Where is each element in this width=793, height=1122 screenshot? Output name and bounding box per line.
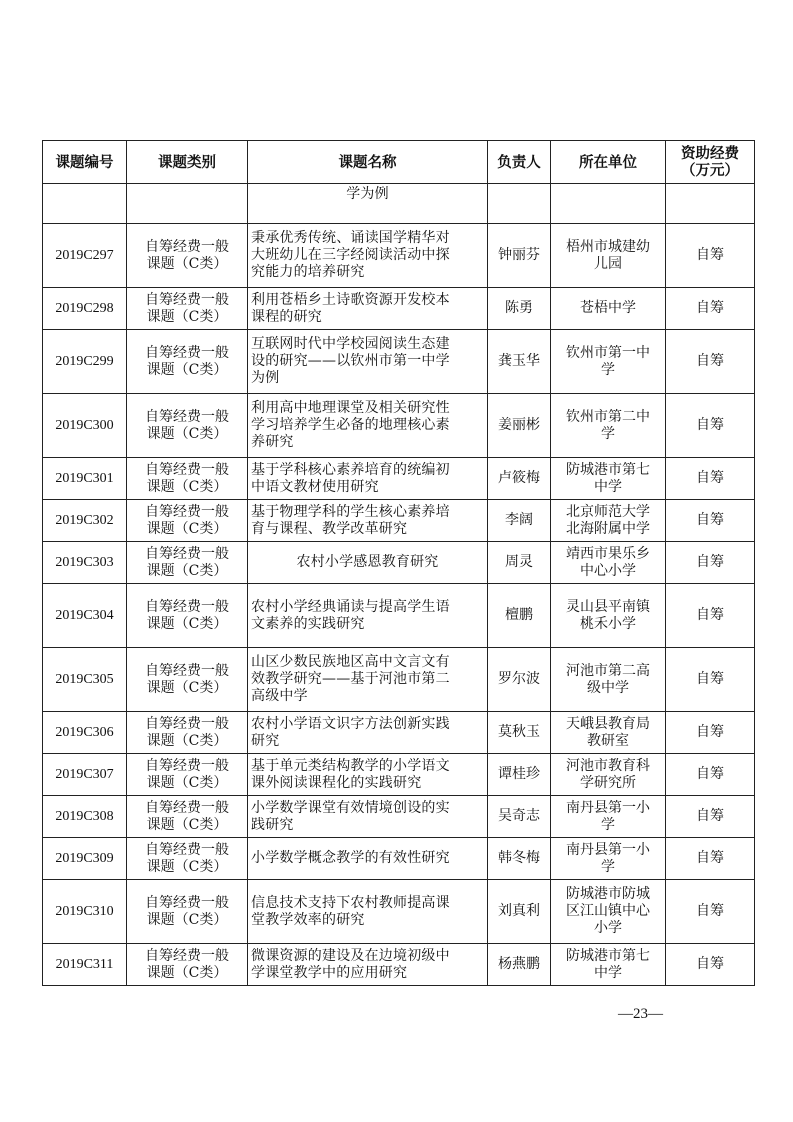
project-leader: 卢筱梅 xyxy=(488,458,551,500)
project-unit xyxy=(551,584,666,648)
project-name-line: 农村小学语文识字方法创新实践 xyxy=(251,715,450,732)
project-code: 2019C301 xyxy=(43,458,127,500)
project-category xyxy=(127,584,248,648)
project-unit xyxy=(551,288,666,330)
project-name xyxy=(248,542,488,584)
project-name-line: 基于单元类结构教学的小学语文 xyxy=(251,757,450,774)
project-category-line: 自筹经费一般 xyxy=(145,344,229,361)
project-category xyxy=(127,754,248,796)
project-name-line: 小学数学概念教学的有效性研究 xyxy=(251,850,450,866)
project-category xyxy=(127,880,248,944)
project-leader: 韩冬梅 xyxy=(488,838,551,880)
project-name xyxy=(248,224,488,288)
project-name-line: 利用苍梧乡土诗歌资源开发校本 xyxy=(251,291,450,308)
header-funding xyxy=(666,141,755,184)
project-funding: 自筹 xyxy=(666,838,755,880)
project-leader: 陈勇 xyxy=(488,288,551,330)
project-category-line: 自筹经费一般 xyxy=(145,238,229,255)
project-unit-line: 小学 xyxy=(594,920,622,936)
project-category-line: 课题（C类） xyxy=(146,562,228,579)
project-unit-line: 靖西市果乐乡 xyxy=(566,545,650,562)
project-unit-line: 钦州市第二中 xyxy=(566,408,650,425)
project-unit-line: 苍梧中学 xyxy=(580,300,636,316)
project-name-line: 设的研究——以钦州市第一中学 xyxy=(251,353,450,369)
header-funding-line2: （万元） xyxy=(681,162,739,179)
project-leader: 杨燕鹏 xyxy=(488,944,551,986)
project-unit-line: 学研究所 xyxy=(580,774,636,791)
project-leader: 龚玉华 xyxy=(488,330,551,394)
project-code: 2019C299 xyxy=(43,330,127,394)
project-category xyxy=(127,500,248,542)
project-leader: 檀鹏 xyxy=(488,584,551,648)
project-funding: 自筹 xyxy=(666,330,755,394)
project-name-line: 研究 xyxy=(251,732,280,749)
project-name xyxy=(248,754,488,796)
project-name xyxy=(248,288,488,330)
project-category-line: 自筹经费一般 xyxy=(145,947,229,964)
header-name: 课题名称 xyxy=(248,141,488,184)
project-category xyxy=(127,838,248,880)
project-funding: 自筹 xyxy=(666,458,755,500)
project-unit-line: 级中学 xyxy=(587,679,629,696)
table-row xyxy=(43,458,755,500)
project-leader: 钟丽芬 xyxy=(488,224,551,288)
project-unit xyxy=(551,880,666,944)
project-unit xyxy=(551,648,666,712)
project-category xyxy=(127,944,248,986)
project-name-line: 堂教学效率的研究 xyxy=(251,911,365,928)
project-funding: 自筹 xyxy=(666,796,755,838)
table-row xyxy=(43,838,755,880)
project-name-line: 微课资源的建设及在边境初级中 xyxy=(251,947,450,964)
project-leader: 周灵 xyxy=(488,542,551,584)
project-name-line: 育与课程、教学改革研究 xyxy=(251,520,408,537)
project-category-line: 课题（C类） xyxy=(146,361,228,378)
project-table xyxy=(42,140,755,986)
table-row xyxy=(43,880,755,944)
header-unit: 所在单位 xyxy=(551,141,666,184)
project-unit-line: 学 xyxy=(601,858,615,875)
project-unit-line: 天峨县教育局 xyxy=(566,715,650,732)
project-category-line: 课题（C类） xyxy=(146,732,228,749)
project-name xyxy=(248,796,488,838)
project-funding: 自筹 xyxy=(666,648,755,712)
project-unit-line: 教研室 xyxy=(587,732,629,749)
continuation-name xyxy=(248,184,488,224)
project-category xyxy=(127,330,248,394)
project-unit-line: 中学 xyxy=(594,478,622,495)
project-unit-line: 河池市教育科 xyxy=(566,757,650,774)
project-name-line: 基于物理学科的学生核心素养培 xyxy=(251,503,450,520)
project-name-line: 农村小学经典诵读与提高学生语 xyxy=(251,598,450,615)
project-funding: 自筹 xyxy=(666,500,755,542)
project-unit-line: 灵山县平南镇 xyxy=(566,598,650,615)
project-category-line: 课题（C类） xyxy=(146,425,228,442)
project-name-line: 基于学科核心素养培育的统编初 xyxy=(251,461,450,478)
project-unit-line: 学 xyxy=(601,425,615,442)
project-name-line: 秉承优秀传统、诵读国学精华对 xyxy=(251,230,450,246)
project-name xyxy=(248,712,488,754)
table-row xyxy=(43,394,755,458)
project-name-line: 学习培养学生必备的地理核心素 xyxy=(251,417,450,433)
project-leader: 谭桂珍 xyxy=(488,754,551,796)
header-leader: 负责人 xyxy=(488,141,551,184)
project-unit-line: 中学 xyxy=(594,964,622,981)
project-unit-line: 学 xyxy=(601,361,615,378)
project-category-line: 课题（C类） xyxy=(146,911,228,928)
table-row xyxy=(43,796,755,838)
project-unit-line: 区江山镇中心 xyxy=(566,903,650,919)
project-category-line: 自筹经费一般 xyxy=(145,408,229,425)
project-category-line: 课题（C类） xyxy=(146,679,228,696)
project-name-line: 互联网时代中学校园阅读生态建 xyxy=(251,336,450,352)
project-name-line: 小学数学课堂有效情境创设的实 xyxy=(251,799,450,816)
project-name-line: 利用高中地理课堂及相关研究性 xyxy=(251,400,450,416)
project-funding: 自筹 xyxy=(666,944,755,986)
project-code: 2019C307 xyxy=(43,754,127,796)
project-name-line: 农村小学感恩教育研究 xyxy=(296,554,439,570)
project-code: 2019C308 xyxy=(43,796,127,838)
project-name xyxy=(248,330,488,394)
table-row xyxy=(43,330,755,394)
project-name-line: 信息技术支持下农村教师提高课 xyxy=(251,894,450,911)
table-row xyxy=(43,542,755,584)
project-name-line: 文素养的实践研究 xyxy=(251,615,365,632)
project-category xyxy=(127,394,248,458)
project-category-line: 自筹经费一般 xyxy=(145,461,229,478)
project-leader: 姜丽彬 xyxy=(488,394,551,458)
project-leader: 李阔 xyxy=(488,500,551,542)
project-code: 2019C306 xyxy=(43,712,127,754)
project-category xyxy=(127,542,248,584)
project-category-line: 自筹经费一般 xyxy=(145,715,229,732)
project-name-line: 山区少数民族地区高中文言文有 xyxy=(251,654,450,670)
project-code: 2019C300 xyxy=(43,394,127,458)
project-unit-line: 桃禾小学 xyxy=(580,615,636,632)
project-category-line: 课题（C类） xyxy=(146,774,228,791)
project-unit-line: 南丹县第一小 xyxy=(566,799,650,816)
project-leader: 刘真利 xyxy=(488,880,551,944)
project-category-line: 课题（C类） xyxy=(146,520,228,537)
project-name-line: 学课堂教学中的应用研究 xyxy=(251,964,408,981)
project-unit xyxy=(551,500,666,542)
header-code: 课题编号 xyxy=(43,141,127,184)
project-category-line: 自筹经费一般 xyxy=(145,598,229,615)
header-category: 课题类别 xyxy=(127,141,248,184)
project-category-line: 自筹经费一般 xyxy=(145,757,229,774)
project-name xyxy=(248,944,488,986)
project-name xyxy=(248,584,488,648)
project-name-line: 大班幼儿在三字经阅读活动中探 xyxy=(251,247,450,263)
table-row xyxy=(43,648,755,712)
project-funding: 自筹 xyxy=(666,542,755,584)
table-row xyxy=(43,500,755,542)
project-category xyxy=(127,288,248,330)
project-code: 2019C302 xyxy=(43,500,127,542)
table-row xyxy=(43,754,755,796)
project-unit xyxy=(551,754,666,796)
project-category xyxy=(127,458,248,500)
project-name-line: 为例 xyxy=(251,370,280,386)
project-category-line: 自筹经费一般 xyxy=(145,841,229,858)
project-funding: 自筹 xyxy=(666,880,755,944)
table-row xyxy=(43,584,755,648)
table-row xyxy=(43,224,755,288)
project-category-line: 课题（C类） xyxy=(146,816,228,833)
project-unit xyxy=(551,394,666,458)
project-unit xyxy=(551,944,666,986)
project-name xyxy=(248,838,488,880)
project-code: 2019C304 xyxy=(43,584,127,648)
project-unit-line: 南丹县第一小 xyxy=(566,841,650,858)
project-name-line: 养研究 xyxy=(251,434,294,450)
project-leader: 莫秋玉 xyxy=(488,712,551,754)
project-unit-line: 儿园 xyxy=(594,255,622,272)
project-unit xyxy=(551,330,666,394)
project-funding: 自筹 xyxy=(666,224,755,288)
project-unit-line: 防城港市第七 xyxy=(566,461,650,478)
project-category-line: 课题（C类） xyxy=(146,308,228,325)
project-category xyxy=(127,648,248,712)
project-category-line: 自筹经费一般 xyxy=(145,291,229,308)
project-name xyxy=(248,394,488,458)
table-row xyxy=(43,712,755,754)
project-name-line: 效教学研究——基于河池市第二 xyxy=(251,671,450,687)
project-unit-line: 钦州市第一中 xyxy=(566,344,650,361)
project-category-line: 自筹经费一般 xyxy=(145,799,229,816)
project-name xyxy=(248,458,488,500)
project-code: 2019C310 xyxy=(43,880,127,944)
project-leader: 吴奇志 xyxy=(488,796,551,838)
project-funding: 自筹 xyxy=(666,754,755,796)
project-leader: 罗尔波 xyxy=(488,648,551,712)
header-funding-line1: 资助经费 xyxy=(681,145,739,162)
project-name-line: 高级中学 xyxy=(251,688,308,704)
project-name xyxy=(248,648,488,712)
project-unit-line: 学 xyxy=(601,816,615,833)
project-unit-line: 防城港市防城 xyxy=(566,886,650,902)
continuation-row xyxy=(43,184,755,224)
project-code: 2019C305 xyxy=(43,648,127,712)
project-name-line: 究能力的培养研究 xyxy=(251,264,365,280)
project-unit xyxy=(551,796,666,838)
project-unit xyxy=(551,712,666,754)
project-category xyxy=(127,712,248,754)
project-category xyxy=(127,796,248,838)
project-unit xyxy=(551,838,666,880)
project-category-line: 课题（C类） xyxy=(146,858,228,875)
project-unit-line: 梧州市城建幼 xyxy=(566,238,650,255)
project-unit-line: 中心小学 xyxy=(580,562,636,579)
project-category-line: 自筹经费一般 xyxy=(145,662,229,679)
project-code: 2019C298 xyxy=(43,288,127,330)
project-category-line: 课题（C类） xyxy=(146,615,228,632)
project-code: 2019C311 xyxy=(43,944,127,986)
project-name-line: 践研究 xyxy=(251,816,294,833)
project-unit xyxy=(551,224,666,288)
project-name xyxy=(248,880,488,944)
project-unit-line: 河池市第二高 xyxy=(566,662,650,679)
project-category-line: 课题（C类） xyxy=(146,964,228,981)
project-unit xyxy=(551,458,666,500)
continuation-name-line: 学为例 xyxy=(346,186,389,202)
project-category-line: 自筹经费一般 xyxy=(145,894,229,911)
table-header-row xyxy=(43,141,755,184)
project-category-line: 课题（C类） xyxy=(146,255,228,272)
project-unit-line: 北海附属中学 xyxy=(566,520,650,537)
project-unit xyxy=(551,542,666,584)
project-category-line: 自筹经费一般 xyxy=(145,503,229,520)
project-category xyxy=(127,224,248,288)
project-code: 2019C309 xyxy=(43,838,127,880)
project-funding: 自筹 xyxy=(666,584,755,648)
project-category-line: 课题（C类） xyxy=(146,478,228,495)
project-funding: 自筹 xyxy=(666,712,755,754)
project-name-line: 课程的研究 xyxy=(251,308,322,325)
project-name xyxy=(248,500,488,542)
table-row xyxy=(43,944,755,986)
table-row xyxy=(43,288,755,330)
project-unit-line: 北京师范大学 xyxy=(566,503,650,520)
project-name-line: 课外阅读课程化的实践研究 xyxy=(251,774,422,791)
project-category-line: 自筹经费一般 xyxy=(145,545,229,562)
project-funding: 自筹 xyxy=(666,394,755,458)
project-unit-line: 防城港市第七 xyxy=(566,947,650,964)
project-funding: 自筹 xyxy=(666,288,755,330)
project-name-line: 中语文教材使用研究 xyxy=(251,478,379,495)
page-number: —23— xyxy=(618,1006,663,1022)
project-code: 2019C303 xyxy=(43,542,127,584)
project-code: 2019C297 xyxy=(43,224,127,288)
